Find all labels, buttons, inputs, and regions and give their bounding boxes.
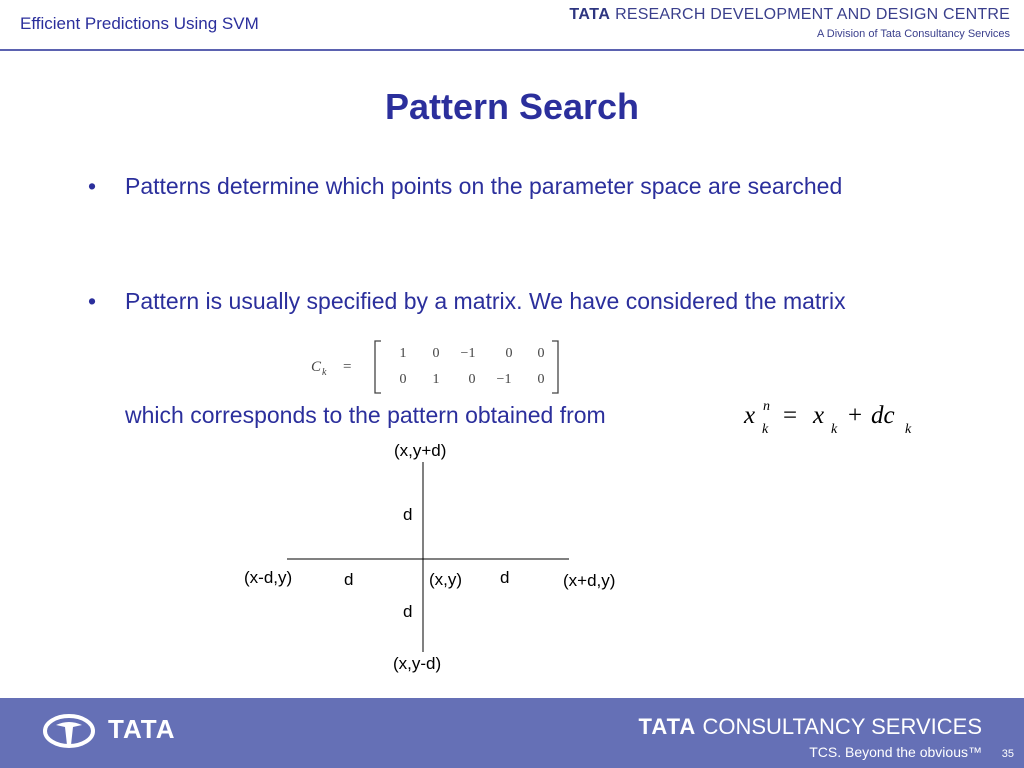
point-center-label: (x,y) [429,570,463,589]
formula-x: x [744,402,756,429]
tcs-tata: TATA [638,714,697,739]
tcs-tagline: TCS. Beyond the obvious™ [809,744,982,760]
tata-wordmark: TATA [108,714,176,744]
matrix-cell: 0 [432,346,440,361]
formula-x2: x [813,402,825,429]
pattern-diagram [230,436,650,680]
formula-plus: + [848,402,863,429]
matrix-cell: 0 [468,372,476,387]
distance-left-label: d [344,570,354,589]
bullet-marker: • [88,288,97,314]
matrix-cell: 0 [505,346,513,361]
tcs-wordmark [639,714,982,740]
matrix-cell: 1 [399,346,407,361]
right-bracket [552,341,558,393]
matrix-name: C [311,359,322,375]
tata-logo-icon [42,713,96,749]
matrix-cell: 1 [432,372,440,387]
point-top-label: (x,y+d) [394,441,447,460]
slide-title: Pattern Search [384,86,640,127]
matrix-cell: −1 [460,346,476,361]
formula-dc: dc [871,402,895,429]
formula-sub2: k [831,422,838,437]
pattern-matrix [303,338,568,396]
left-bracket [375,341,381,393]
point-right-label: (x+d,y) [563,571,616,590]
trddc-brand [569,6,1010,40]
pattern-description: which corresponds to the pattern obtained from [125,402,606,428]
formula-sub: k [762,422,769,437]
matrix-subscript: k [322,367,327,378]
point-bottom-label: (x,y-d) [393,654,442,673]
tcs-rest: CONSULTANCY SERVICES [702,714,982,739]
header-divider [0,49,1024,51]
matrix-equals: = [343,359,352,375]
bullet-text: Pattern is usually specified by a matrix. We have considered the matrix [125,288,846,314]
formula-eq: = [783,402,798,429]
formula-sup: n [763,399,770,414]
brand-division: RESEARCH DEVELOPMENT AND DESIGN CENTRE [615,6,1010,23]
brand-tata: TATA [569,6,611,23]
matrix-cell: 0 [537,346,545,361]
page-number: 35 [1001,748,1014,760]
presentation-title: Efficient Predictions Using SVM [20,14,259,33]
distance-bottom-label: d [403,602,413,621]
bullet-marker: • [88,173,97,199]
matrix-cell: −1 [496,372,512,387]
brand-subtitle: A Division of Tata Consultancy Services [817,28,1010,40]
matrix-cell: 0 [537,372,545,387]
update-formula [738,396,928,440]
distance-top-label: d [403,505,413,524]
bullet-text: Patterns determine which points on the parameter space are searched [125,173,843,199]
brand-name [569,6,1010,24]
formula-sub3: k [905,422,912,437]
point-left-label: (x-d,y) [244,568,293,587]
matrix-cell: 0 [399,372,407,387]
distance-right-label: d [500,568,510,587]
